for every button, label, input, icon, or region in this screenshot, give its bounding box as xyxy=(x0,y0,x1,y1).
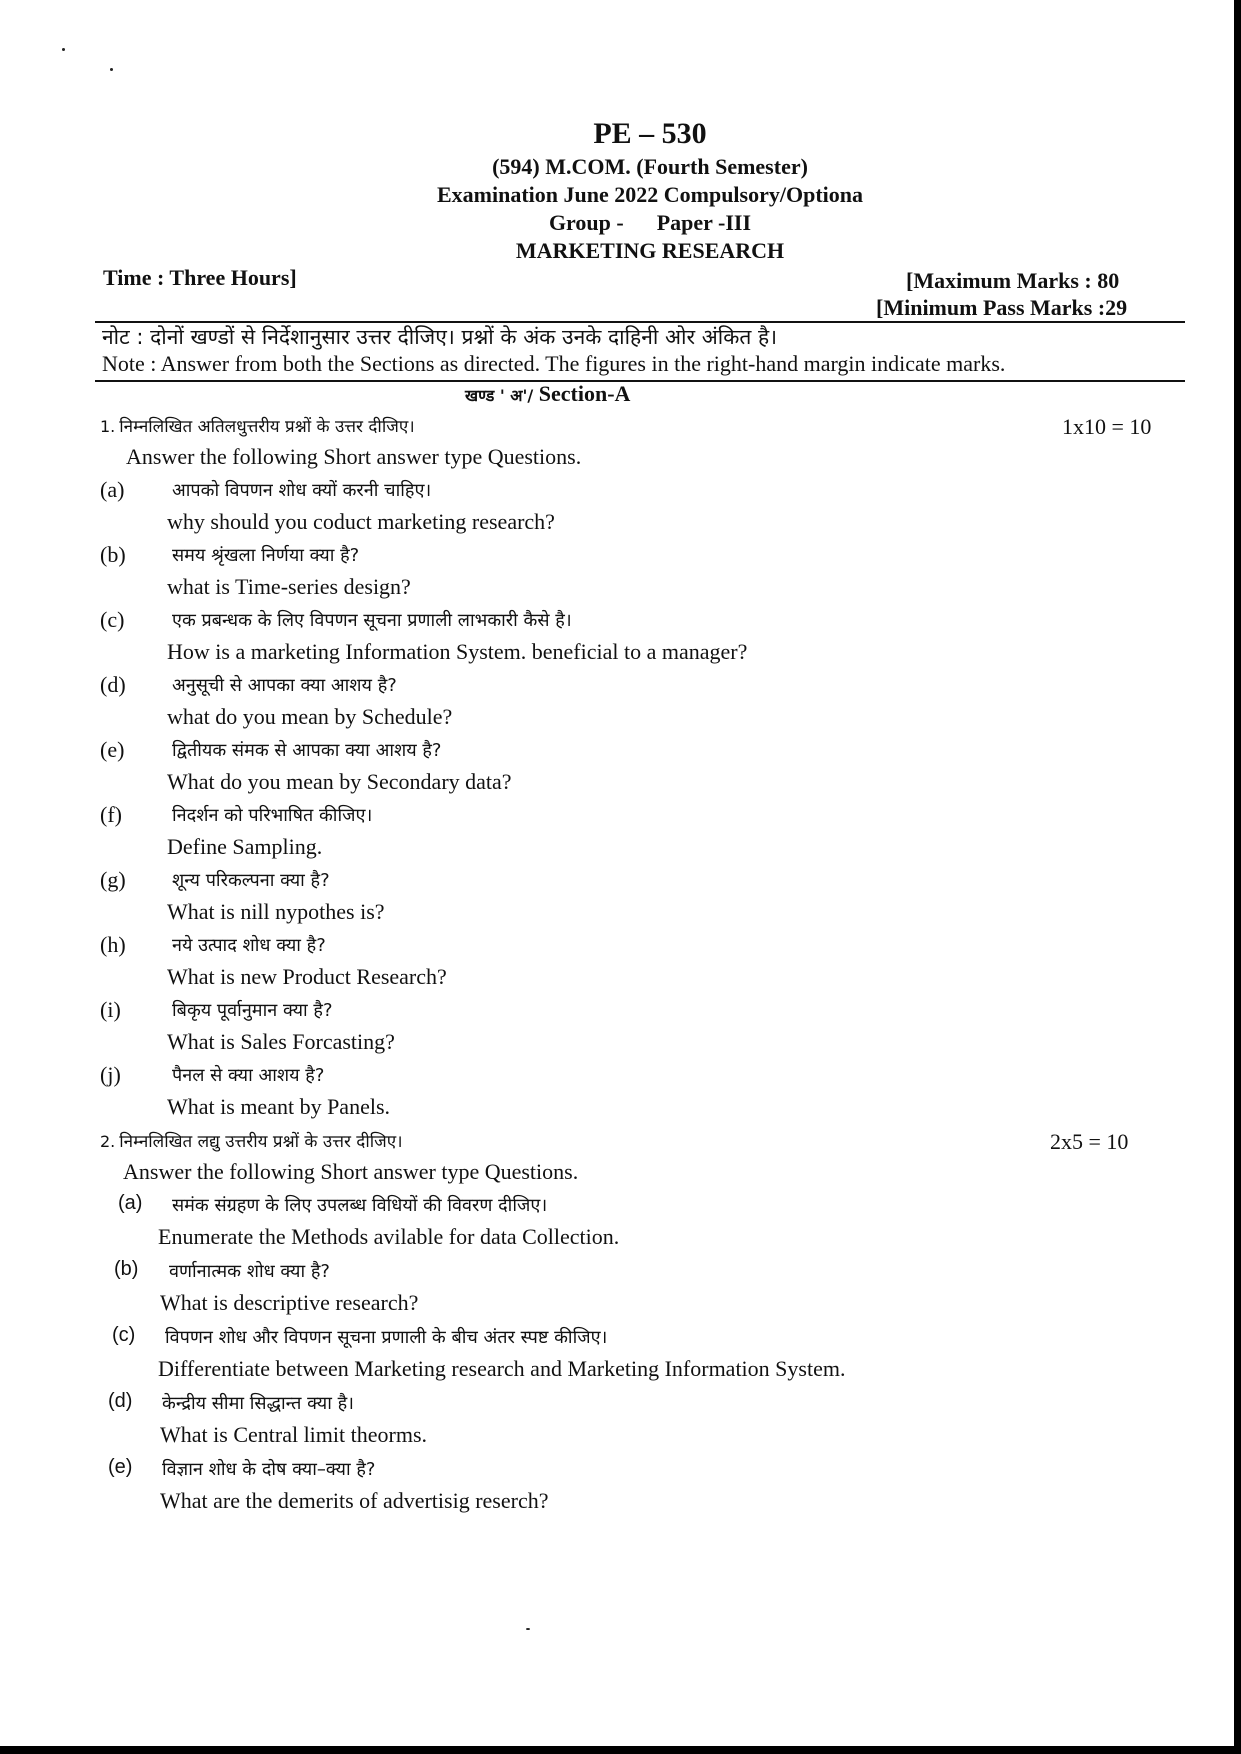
q1-item-h-hindi: नये उत्पाद शोध क्या है? xyxy=(172,935,326,956)
q2-item-e-english: What are the demerits of advertisig reserch? xyxy=(160,1488,549,1513)
q1-item-d-label: (d) xyxy=(100,672,126,697)
q2-item-b-hindi: वर्णानात्मक शोध क्या है? xyxy=(169,1261,330,1282)
q2-item-e-hindi: विज्ञान शोध के दोष क्या–क्या है? xyxy=(162,1459,376,1480)
question-1-marks: 1x10 = 10 xyxy=(1062,414,1152,439)
q1-item-f-hindi: निदर्शन को परिभाषित कीजिए। xyxy=(172,805,373,826)
note-english: Note : Answer from both the Sections as directed. The figures in the right-hand margin indicate marks. xyxy=(102,351,1006,376)
q1-item-e-english: What do you mean by Secondary data? xyxy=(167,769,512,794)
q1-item-j-hindi: पैनल से क्या आशय है? xyxy=(172,1065,325,1086)
section-heading xyxy=(465,381,630,407)
minimum-pass-marks: [Minimum Pass Marks :29 xyxy=(876,295,1128,320)
q1-item-j-label: (j) xyxy=(100,1062,121,1087)
section-heading-hindi: खण्ड ' अ'/ xyxy=(465,386,534,405)
divider-bottom xyxy=(95,380,1185,382)
question-1-number: 1. xyxy=(100,417,116,436)
q2-item-a-label: (a) xyxy=(118,1192,143,1214)
question-2-number: 2. xyxy=(100,1132,116,1151)
q1-item-f-label: (f) xyxy=(100,802,122,827)
question-1-hindi: 1. निम्नलिखित अतिलधुत्तरीय प्रश्नों के उत्तर दीजिए। xyxy=(100,417,415,437)
scan-edge-bottom xyxy=(0,1746,1241,1754)
q1-item-h-label: (h) xyxy=(100,932,126,957)
q1-item-f-english: Define Sampling. xyxy=(167,834,323,859)
q1-item-a-english: why should you coduct marketing research? xyxy=(167,509,555,534)
q2-item-e-label: (e) xyxy=(108,1456,133,1478)
q1-item-d-hindi: अनुसूची से आपका क्या आशय है? xyxy=(172,675,397,696)
q2-item-c-english: Differentiate between Marketing research and Marketing Information System. xyxy=(158,1356,846,1381)
note-hindi: नोट : दोनों खण्डों से निर्देशानुसार उत्तर दीजिए। प्रश्नों के अंक उनके दाहिनी ओर अंकित है। xyxy=(102,325,778,349)
q2-item-b-english: What is descriptive research? xyxy=(160,1290,419,1315)
group-paper-line xyxy=(0,210,1241,236)
question-1-english: Answer the following Short answer type Questions. xyxy=(126,444,582,469)
question-2-hindi: 2. निम्नलिखित लद्यु उत्तरीय प्रश्नों के उत्तर दीजिए। xyxy=(100,1132,403,1152)
q2-item-c-label: (c) xyxy=(112,1324,136,1346)
q1-item-g-hindi: शून्य परिकल्पना क्या है? xyxy=(172,870,330,891)
q2-item-d-english: What is Central limit theorms. xyxy=(160,1422,428,1447)
q1-item-b-hindi: समय श्रृंखला निर्णया क्या है? xyxy=(172,545,360,566)
q1-item-e-hindi: द्वितीयक संमक से आपका क्या आशय है? xyxy=(172,740,442,761)
subject-title: MARKETING RESEARCH xyxy=(515,238,785,263)
time-label: Time : Three Hours] xyxy=(103,265,297,290)
course-line: (594) M.COM. (Fourth Semester) xyxy=(492,154,808,179)
q2-item-c-hindi: विपणन शोध और विपणन सूचना प्रणाली के बीच अंतर स्पष्ट कीजिए। xyxy=(165,1327,608,1348)
q2-item-d-hindi: केन्द्रीय सीमा सिद्धान्त क्या है। xyxy=(162,1393,354,1414)
question-2-marks: 2x5 = 10 xyxy=(1050,1129,1129,1154)
q1-item-i-english: What is Sales Forcasting? xyxy=(167,1029,395,1054)
q1-item-c-english: How is a marketing Information System. beneficial to a manager? xyxy=(167,639,748,664)
scan-speck xyxy=(526,1628,530,1630)
q1-item-i-label: (i) xyxy=(100,997,121,1022)
q1-item-d-english: what do you mean by Schedule? xyxy=(167,704,453,729)
scan-speck xyxy=(62,48,65,51)
q1-item-a-hindi: आपको विपणन शोध क्यों करनी चाहिए। xyxy=(172,480,432,501)
question-2-english: Answer the following Short answer type Questions. xyxy=(123,1159,579,1184)
scan-speck xyxy=(110,68,113,71)
paper-label: Paper -III xyxy=(656,210,752,235)
q1-item-a-label: (a) xyxy=(100,477,125,502)
examination-line: Examination June 2022 Compulsory/Optiona xyxy=(436,182,863,207)
q2-item-a-hindi: समंक संग्रहण के लिए उपलब्ध विधियों की विवरण दीजिए। xyxy=(172,1195,548,1216)
paper-code: PE – 530 xyxy=(593,117,707,150)
q1-item-c-hindi: एक प्रबन्धक के लिए विपणन सूचना प्रणाली लाभकारी कैसे है। xyxy=(172,610,572,631)
maximum-marks: [Maximum Marks : 80 xyxy=(906,268,1120,293)
q2-item-a-english: Enumerate the Methods avilable for data Collection. xyxy=(158,1224,620,1249)
q1-item-j-english: What is meant by Panels. xyxy=(167,1094,391,1119)
q1-item-c-label: (c) xyxy=(100,607,125,632)
q1-item-g-english: What is nill nypothes is? xyxy=(167,899,385,924)
q2-item-b-label: (b) xyxy=(114,1258,139,1280)
q1-item-i-hindi: बिकृय पूर्वानुमान क्या है? xyxy=(172,1000,333,1021)
q1-item-g-label: (g) xyxy=(100,867,126,892)
q1-item-b-label: (b) xyxy=(100,542,126,567)
group-label: Group - xyxy=(548,210,624,235)
q1-item-e-label: (e) xyxy=(100,737,125,762)
q1-item-h-english: What is new Product Research? xyxy=(167,964,447,989)
q1-item-b-english: what is Time-series design? xyxy=(167,574,411,599)
section-heading-english: Section-A xyxy=(538,381,631,406)
q2-item-d-label: (d) xyxy=(108,1390,133,1412)
